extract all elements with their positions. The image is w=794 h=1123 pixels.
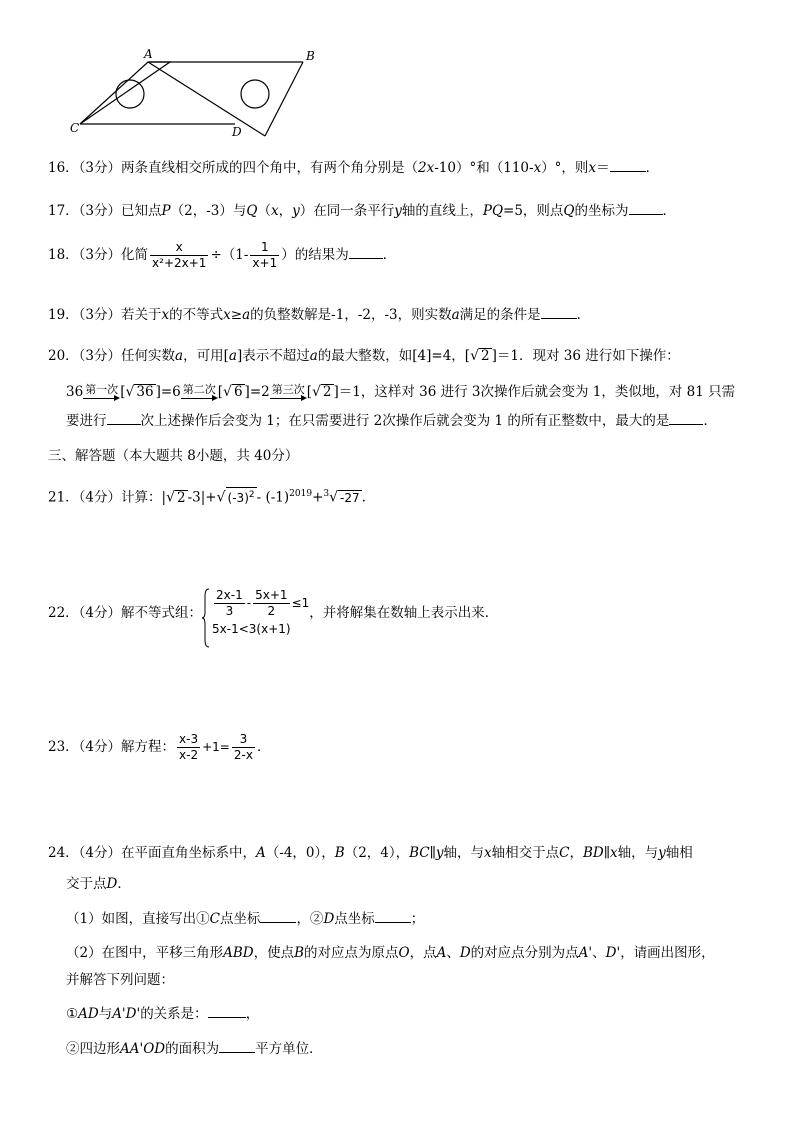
- q24-text: （2）在图中，平移三角形: [66, 945, 224, 961]
- answer-blank[interactable]: [610, 158, 646, 172]
- answer-blank[interactable]: [219, 1039, 255, 1053]
- q20-text: ]表示不超过: [236, 348, 310, 364]
- q21-exponent: 2: [248, 489, 255, 500]
- q17-text: 已知点: [121, 203, 162, 219]
- q17-var: Q: [246, 203, 258, 219]
- figure-circle-right: [241, 80, 269, 108]
- q24-text: ∥: [429, 845, 436, 861]
- q16-text: -10）°和（110-: [434, 160, 534, 176]
- q18-text: 化简: [121, 247, 149, 263]
- figure-diagonal-ad: [148, 62, 265, 136]
- q22-numerator-2: 5x+1: [255, 588, 288, 602]
- q20-radicand: 2: [322, 384, 332, 400]
- q21-text: -3|+: [187, 489, 217, 506]
- q18-numerator: x: [150, 240, 208, 256]
- q21-radicand-base: (-3): [227, 490, 249, 505]
- question-22: [48, 588, 498, 639]
- q17-var: Q: [563, 203, 575, 219]
- inequality-system: [202, 588, 309, 639]
- q17-number: 17．（3分）: [48, 203, 122, 219]
- q24-text: 的对应点为原点: [304, 945, 399, 961]
- q24-var: x: [610, 845, 618, 861]
- q24-text: ，点: [409, 945, 437, 961]
- q19-text: 的不等式: [169, 307, 224, 323]
- q16-var: x: [533, 160, 542, 176]
- q18-fraction-2: [250, 240, 279, 271]
- q24-text: ①: [66, 1006, 79, 1022]
- q19-text: 的负整数解是-1，-2，-3，则实数: [250, 307, 452, 323]
- sqrt-symbol: √: [470, 348, 479, 364]
- q20-text: ]=2: [244, 384, 270, 400]
- brace-icon: [202, 588, 210, 648]
- q18-text: ÷（1-: [210, 247, 249, 263]
- q22-text: 解不等式组：: [121, 605, 203, 621]
- q20-text: 的最大整数，如[4]=4，[: [317, 348, 471, 364]
- q20-text: ．: [703, 413, 717, 429]
- q24-text: （-4，0），: [265, 845, 335, 861]
- q24-text: （2，4），: [344, 845, 410, 861]
- q18-text: ．: [382, 247, 397, 263]
- q24-text: 点坐标: [334, 911, 375, 927]
- q24-text: 点坐标: [219, 911, 261, 927]
- q24-text: ；: [410, 911, 425, 927]
- sqrt-symbol: √: [312, 384, 321, 400]
- q20-op-label: 第二次: [182, 382, 216, 396]
- q24-text: 并解答下列问题：: [66, 972, 174, 988]
- answer-blank[interactable]: [375, 909, 411, 923]
- q21-text: - (-1): [256, 489, 290, 506]
- q21-radicand: 2: [177, 489, 186, 506]
- q22-text: ，并将解集在数轴上表示出来．: [309, 605, 499, 621]
- question-17: [48, 201, 676, 221]
- q20-text: ]＝1，这样对 36 进行 3次操作后就会变为 1，类似地，对 81 只需: [333, 384, 736, 400]
- q20-text: 任何实数: [121, 348, 176, 364]
- q24-text: 交于点: [66, 876, 107, 892]
- q24-text: 轴相交于点: [491, 845, 560, 861]
- q21-text: +: [312, 489, 324, 506]
- q24-text: 轴，与: [443, 845, 485, 861]
- q24-text: 轴相: [665, 845, 693, 861]
- q24-var: ABD: [223, 945, 254, 961]
- q17-var: x: [270, 203, 279, 219]
- q19-text: 若关于: [121, 307, 162, 323]
- q23-fraction-2: [232, 732, 255, 763]
- q18-number: 18．（3分）: [48, 247, 122, 263]
- q16-var: x: [588, 160, 597, 176]
- q24-var: O: [398, 945, 410, 961]
- q17-text: 的坐标为: [574, 203, 629, 219]
- q24-text: ．: [117, 876, 131, 892]
- question-20-line3: [66, 411, 717, 431]
- q22-denominator-2: 2: [267, 604, 276, 618]
- q20-op-label: 第三次: [271, 382, 305, 396]
- q20-var: a: [228, 348, 237, 364]
- figure-label-b: B: [306, 49, 315, 63]
- q23-fraction-1: [177, 732, 200, 763]
- figure-diagonal-inner: [170, 62, 235, 124]
- q17-text: =5，则点: [503, 203, 564, 219]
- q16-number: 16．（3分）: [48, 160, 122, 176]
- q22-numerator-1: 2x-1: [216, 588, 243, 602]
- question-20: [48, 346, 680, 366]
- q24-text: 平方单位．: [255, 1041, 323, 1057]
- q19-text: 满足的条件是: [459, 307, 541, 323]
- q24-var: B: [294, 945, 305, 961]
- q21-radicand-2: [226, 487, 257, 506]
- q22-number: 22．（4分）: [48, 605, 122, 621]
- sqrt-symbol: √: [166, 489, 176, 506]
- figure-edge-b: [265, 62, 303, 136]
- operation-arrow-3: [270, 384, 307, 402]
- answer-blank[interactable]: [260, 909, 296, 923]
- q23-text: ．: [256, 739, 271, 755]
- answer-blank[interactable]: [669, 411, 703, 425]
- q20-radicand: 36: [136, 384, 154, 400]
- q17-text: ，: [278, 203, 293, 219]
- q24-var: A: [256, 845, 266, 861]
- sqrt-symbol: √: [125, 384, 135, 400]
- q24-var: D: [106, 876, 118, 892]
- question-18: [48, 240, 396, 271]
- q20-var: a: [175, 348, 184, 364]
- section-heading: 三、解答题（本大题共 8小题，共 40分）: [48, 448, 299, 464]
- answer-blank[interactable]: [107, 411, 141, 425]
- figure-label-a: A: [144, 47, 153, 61]
- question-23: [48, 732, 270, 763]
- question-24-part1: [66, 909, 424, 929]
- q21-text: .: [361, 489, 366, 506]
- question-24-line2: [66, 874, 131, 894]
- arrow-icon: [181, 396, 218, 402]
- q18-text: ）的结果为: [281, 247, 349, 263]
- q24-text: 、: [592, 945, 606, 961]
- q18-fraction: [150, 240, 208, 271]
- arrow-icon: [270, 396, 307, 402]
- q21-text: 计算：|: [121, 489, 167, 506]
- q20-text: 次上述操作后会变为 1；在只需要进行 2次操作后就会变为 1 的所有正整数中，最大的是: [140, 413, 670, 429]
- q16-expr: 2x: [418, 160, 435, 176]
- question-20-operations: 36 第一次 [√ 36 ]=6 第二次 [√ 6 ]=2 第三次 [√ 2 ]＝1，这样对 36 进行 3次操作后就会变为 1，类似地，对 81 只需: [66, 382, 736, 400]
- question-24-sub1: [66, 1004, 259, 1024]
- q18-denominator: x²+2x+1: [152, 256, 207, 270]
- q24-text: ，②: [296, 911, 324, 927]
- sqrt-symbol: √: [223, 384, 232, 400]
- q20-radicand: 6: [233, 384, 243, 400]
- figure-label-c: C: [70, 121, 80, 135]
- q24-text: 在平面直角坐标系中，: [121, 845, 257, 861]
- q24-var: A': [578, 945, 593, 961]
- q24-var: C: [559, 845, 570, 861]
- q17-text: ）在同一条平行: [299, 203, 395, 219]
- q24-text: ②四边形: [66, 1041, 120, 1057]
- q19-number: 19．（3分）: [48, 307, 122, 323]
- q24-var: BD: [583, 845, 604, 861]
- system-row-1: [212, 588, 309, 619]
- operation-arrow-1: [83, 384, 120, 402]
- q24-text: ，请画出图形，: [620, 945, 715, 961]
- q19-text: ．: [576, 307, 591, 323]
- q24-var: AD: [78, 1006, 99, 1022]
- q23-numerator-1: x-3: [179, 732, 199, 746]
- q20-var: a: [309, 348, 318, 364]
- q24-text: ∥: [603, 845, 611, 861]
- operation-arrow-2: [181, 384, 218, 402]
- q16-text: ＝: [596, 160, 610, 176]
- q23-number: 23．（4分）: [48, 739, 122, 755]
- q21-root-index: 3: [323, 489, 330, 499]
- q17-text: （2，-3）与: [170, 203, 247, 219]
- q23-denominator-2: 2-x: [233, 748, 253, 762]
- arrow-icon: [83, 396, 120, 402]
- question-19: [48, 305, 590, 325]
- q22-fraction-2: [253, 588, 289, 619]
- sqrt-symbol: √: [216, 489, 226, 506]
- q18-denominator-2: x+1: [252, 256, 278, 270]
- q24-var: y: [658, 845, 666, 861]
- q22-text: ≤1: [291, 596, 310, 610]
- answer-blank[interactable]: [208, 1004, 246, 1018]
- question-16: [48, 158, 659, 178]
- q24-text: ，: [569, 845, 584, 861]
- q24-text: ，使点: [253, 945, 295, 961]
- question-21: [48, 484, 366, 508]
- parallelogram-figure: [60, 44, 330, 144]
- q21-power: 2019: [289, 489, 313, 499]
- q17-var: y: [394, 203, 402, 219]
- q23-text: +1=: [202, 740, 230, 754]
- answer-blank[interactable]: [629, 201, 663, 215]
- q19-inequality: x≥a: [223, 307, 251, 323]
- q17-text: 轴的直线上，: [401, 203, 483, 219]
- q22-text: -: [246, 596, 252, 610]
- answer-blank[interactable]: [541, 305, 577, 319]
- q20-radicand: 2: [481, 348, 490, 364]
- q23-numerator-2: 3: [232, 732, 255, 748]
- q24-text: 的关系是：: [140, 1006, 208, 1022]
- q19-var: x: [161, 307, 170, 323]
- q24-text: 的对应点分别为点: [470, 945, 579, 961]
- q16-text: ）°，则: [541, 160, 589, 176]
- q24-var: x: [484, 845, 492, 861]
- q24-var: C: [209, 911, 220, 927]
- q24-text: 、: [446, 945, 460, 961]
- q24-text: 与: [98, 1006, 113, 1022]
- q24-var: D: [323, 911, 335, 927]
- figure-circle-left: [116, 80, 144, 108]
- figure-outline-left: [80, 62, 170, 124]
- q22-fraction-1: [214, 588, 245, 619]
- q16-text: 两条直线相交所成的四个角中，有两个角分别是（: [121, 160, 419, 176]
- q16-text: ．: [645, 160, 660, 176]
- question-24-sub2: [66, 1039, 323, 1059]
- question-24: [48, 843, 693, 863]
- q24-text: ，: [245, 1006, 260, 1022]
- q20-op-label: 第一次: [85, 382, 119, 396]
- cube-root-symbol: √: [329, 489, 339, 506]
- q17-var: PQ: [482, 203, 504, 219]
- q24-number: 24．（4分）: [48, 845, 122, 861]
- q23-denominator-1: x-2: [179, 748, 199, 762]
- q18-numerator-2: 1: [250, 240, 279, 256]
- q24-var: A: [436, 945, 447, 961]
- q24-text: 的面积为: [165, 1041, 220, 1057]
- q24-var: D': [605, 945, 621, 961]
- answer-blank[interactable]: [349, 245, 383, 259]
- q24-var: B: [334, 845, 345, 861]
- q24-var: y: [435, 845, 444, 861]
- q22-denominator-1: 3: [225, 604, 234, 618]
- question-24-part2: [66, 943, 715, 963]
- question-24-part2-line2: [66, 970, 174, 990]
- q20-text: ，可用[: [183, 348, 229, 364]
- q23-text: 解方程：: [121, 739, 176, 755]
- q17-text: （: [257, 203, 271, 219]
- q24-var: A'D': [112, 1006, 141, 1022]
- q21-number: 21．（4分）: [48, 489, 122, 506]
- q20-text: 要进行: [66, 413, 107, 429]
- q20-text: 36: [66, 384, 84, 400]
- q20-text: ]＝1．现对 36 进行如下操作：: [491, 348, 680, 364]
- q20-text: ]=6: [155, 384, 181, 400]
- q19-var: a: [451, 307, 460, 323]
- q20-number: 20．（3分）: [48, 348, 122, 364]
- q24-var: D: [459, 945, 471, 961]
- q21-radicand-3: -27: [340, 490, 360, 505]
- q17-var: y: [292, 203, 300, 219]
- system-row-2: 5x-1<3(x+1): [212, 622, 291, 636]
- q17-var: P: [161, 203, 171, 219]
- q24-var: BC: [409, 845, 430, 861]
- q24-text: 轴，与: [617, 845, 659, 861]
- q17-text: ．: [662, 203, 676, 219]
- q24-var: AA'OD: [120, 1041, 166, 1057]
- q24-text: （1）如图，直接写出①: [66, 911, 210, 927]
- figure-label-d: D: [232, 125, 242, 139]
